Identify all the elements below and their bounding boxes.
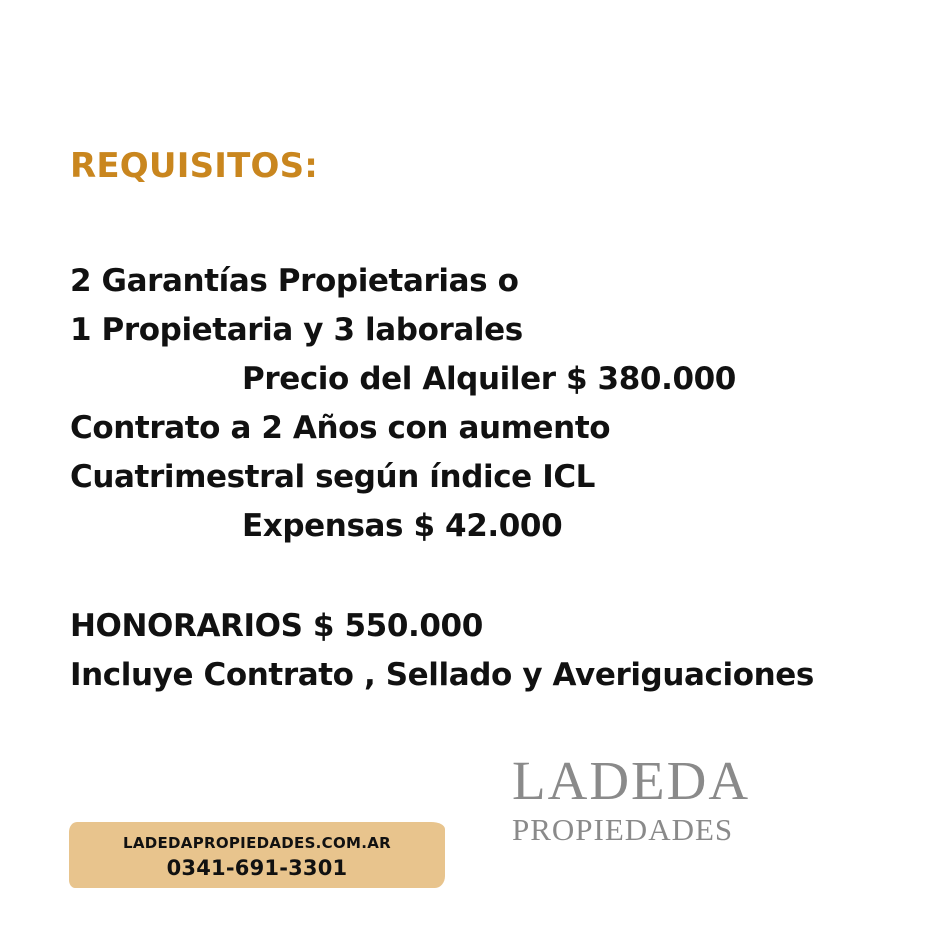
requirements-heading: REQUISITOS: — [70, 146, 319, 186]
contact-badge — [69, 822, 445, 888]
contract-line-2: Cuatrimestral según índice ICL — [70, 459, 596, 495]
fees-includes-line: Incluye Contrato , Sellado y Averiguaciones — [70, 657, 814, 693]
logo-subtitle: PROPIEDADES — [512, 812, 734, 847]
contract-line-1: Contrato a 2 Años con aumento — [70, 410, 611, 446]
phone-text: 0341-691-3301 — [166, 856, 348, 880]
expenses-price: Expensas $ 42.000 — [242, 508, 563, 544]
rent-price: Precio del Alquiler $ 380.000 — [242, 361, 736, 397]
website-text: LADEDAPROPIEDADES.COM.AR — [122, 834, 392, 852]
logo-name: LADEDA — [512, 750, 751, 811]
guarantees-line-1: 2 Garantías Propietarias o — [70, 263, 519, 299]
fees-line: HONORARIOS $ 550.000 — [70, 608, 483, 644]
guarantees-line-2: 1 Propietaria y 3 laborales — [70, 312, 523, 348]
company-logo — [512, 750, 792, 847]
